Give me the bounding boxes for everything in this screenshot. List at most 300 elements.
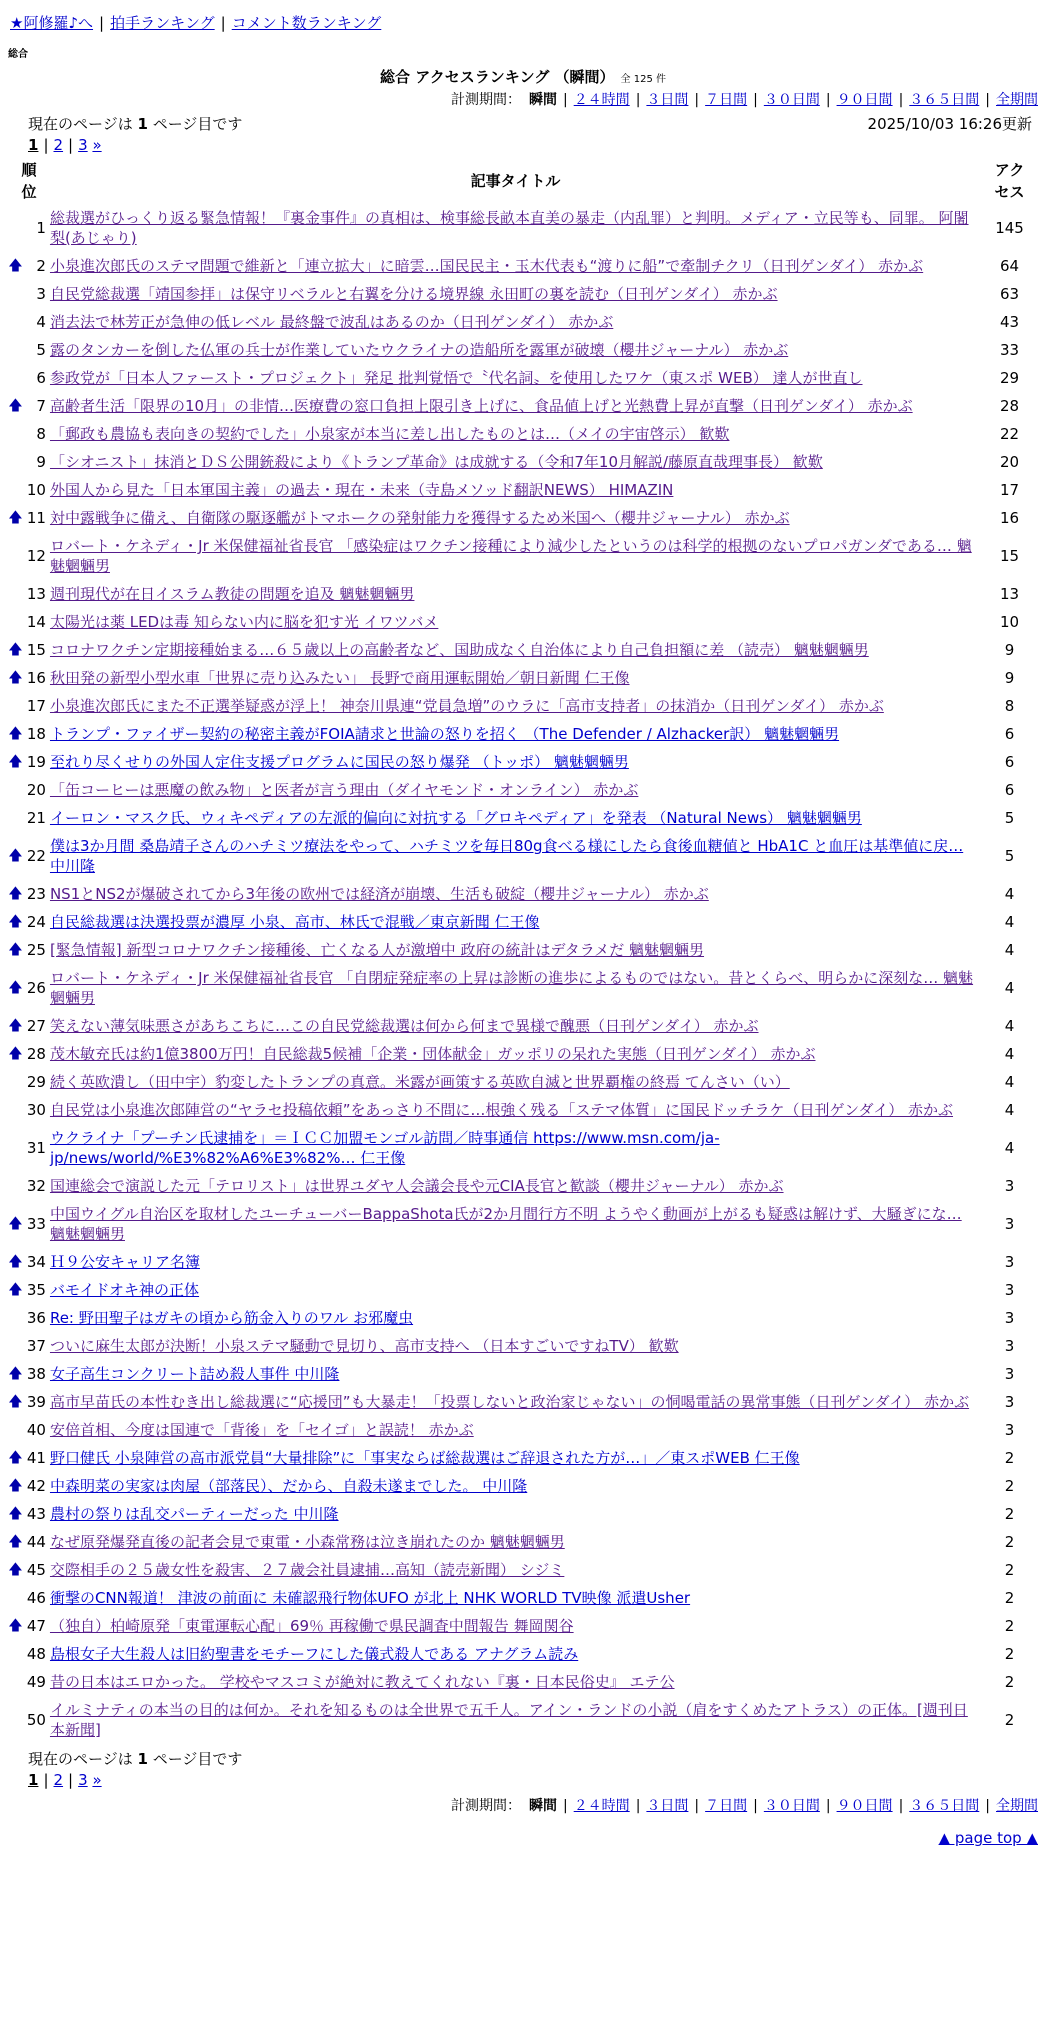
article-link[interactable]: 女子高生コンクリート詰め殺人事件 中川隆 (49, 1365, 340, 1383)
table-row (8, 964, 1038, 1012)
pager-next-link[interactable]: » (92, 1771, 102, 1789)
rank-change-cell (8, 364, 23, 392)
rank-cell: 41 (26, 1449, 46, 1467)
rank-change-cell (8, 748, 23, 776)
page-info-bottom (8, 1748, 1038, 1769)
title-cell (50, 420, 981, 448)
table-row (8, 1276, 1038, 1304)
period-link[interactable]: 全期間 (996, 1798, 1038, 1814)
table-row (8, 832, 1038, 880)
period-separator: | (825, 92, 831, 108)
rank-change-cell (8, 1668, 23, 1696)
article-link[interactable]: 「缶コーヒーは悪魔の飲み物」と医者が言う理由（ダイヤモンド・オンライン） 赤かぶ (49, 781, 639, 799)
period-label: 計測期間： (450, 1798, 521, 1814)
rank-change-cell (8, 532, 23, 580)
access-count-cell: 3 (1004, 1393, 1015, 1411)
article-link[interactable]: 露のタンカーを倒した仏軍の兵士が作業していたウクライナの造船所を露軍が破壊（櫻井ジャーナル） 赤かぶ (49, 341, 789, 359)
table-row (8, 1416, 1038, 1444)
up-arrow-icon: 🡅 (8, 1562, 23, 1578)
rank-change-cell (8, 936, 23, 964)
article-link[interactable]: 続く英欧潰し（田中宇）豹変したトランプの真意。米露が画策する英欧自滅と世界覇権の終焉 てんさい（い） (49, 1073, 790, 1091)
article-link[interactable]: 茂木敏充氏は約1億3800万円！自民総裁5候補「企業・団体献金」ガッポリの呆れた実態（日刊ゲンダイ） 赤かぶ (49, 1045, 816, 1063)
page-prefix: 現在のページは (28, 115, 133, 133)
period-link[interactable]: ７日間 (705, 1798, 748, 1814)
article-link[interactable]: トランプ・ファイザー契約の秘密主義がFOIA請求と世論の怒りを招く （The Defender / Alzhacker訳） 魑魅魍魎男 (49, 725, 840, 743)
title-cell (50, 364, 981, 392)
access-count-cell: 2 (1004, 1711, 1015, 1729)
access-count-cell: 2 (1004, 1617, 1015, 1635)
article-link[interactable]: ロバート・ケネディ・Jr 米保健福祉省長官 「自閉症発症率の上昇は診断の進歩によるものではない。昔とくらべ、明らかに深刻な… 魑魅魍魎男 (49, 969, 974, 1007)
nav-separator: | (220, 14, 226, 32)
title-cell (50, 720, 981, 748)
header-title: 記事タイトル (470, 172, 561, 190)
article-link[interactable]: 島根女子大生殺人は旧約聖書をモチーフにした儀式殺人である アナグラム読み (49, 1645, 579, 1663)
table-row (8, 392, 1038, 420)
category-label: 総合 (8, 49, 28, 60)
table-row (8, 1248, 1038, 1276)
article-link[interactable]: Ｈ９公安キャリア名簿 (49, 1253, 200, 1271)
access-count-cell: 3 (1004, 1337, 1015, 1355)
table-row (8, 1668, 1038, 1696)
rank-cell: 35 (26, 1281, 46, 1299)
rank-change-cell (8, 1696, 23, 1744)
access-count-cell: 9 (1004, 669, 1015, 687)
table-row (8, 1332, 1038, 1360)
article-link[interactable]: ついに麻生太郎が決断！小泉ステマ騒動で見切り、高市支持へ （日本すごいですねTV） 歓歎 (49, 1337, 679, 1355)
access-count-cell: 4 (1004, 913, 1015, 931)
article-link[interactable]: イルミナティの本当の目的は何か。それを知るものは全世界で五千人。アイン・ランドの小説（肩をすくめたアトラス）の正体。[週刊日本新聞] (49, 1701, 968, 1739)
access-count-cell: 3 (1004, 1253, 1015, 1271)
access-count-cell: 3 (1004, 1281, 1015, 1299)
pager-link[interactable]: 3 (78, 136, 88, 154)
updated-timestamp: 2025/10/03 16:26更新 (867, 115, 1032, 133)
rank-change-cell (8, 692, 23, 720)
up-arrow-icon: 🡅 (8, 398, 23, 414)
table-row (8, 1200, 1038, 1248)
period-link[interactable]: ３日間 (646, 1798, 689, 1814)
article-link[interactable]: 高市早苗氏の本性むき出し総裁選に“応援団”も大暴走！「投票しないと政治家じゃない」の恫喝電話の異常事態（日刊ゲンダイ） 赤かぶ (49, 1393, 970, 1411)
rank-change-cell (8, 252, 23, 280)
table-row (8, 532, 1038, 580)
table-row (8, 1172, 1038, 1200)
pager-separator: | (43, 1771, 49, 1789)
table-row (8, 364, 1038, 392)
article-link[interactable]: 中森明菜の実家は肉屋（部落民）、だから、自殺未遂までした。 中川隆 (49, 1477, 528, 1495)
rank-change-cell (8, 504, 23, 532)
period-separator: | (753, 1798, 758, 1814)
article-link[interactable]: 交際相手の２５歳女性を殺害、２７歳会社員逮捕…高知（読売新聞） シジミ (49, 1561, 565, 1579)
access-count-cell: 3 (1004, 1177, 1015, 1195)
article-link[interactable]: 僕は3か月間 桑島靖子さんのハチミツ療法をやって、ハチミツを毎日80g食べる様にしたら食後血糖値と HbA1C と血圧は基準値に戻… 中川隆 (49, 837, 964, 875)
rank-change-cell (8, 1444, 23, 1472)
period-selector-top (8, 89, 1038, 109)
article-link[interactable]: バモイドオキ神の正体 (49, 1281, 200, 1299)
article-link[interactable]: 小泉進次郎氏にまた不正選挙疑惑が浮上！ 神奈川県連“党員急増”のウラに「高市支持者」の抹消か（日刊ゲンダイ） 赤かぶ (49, 697, 884, 715)
rank-change-cell (8, 1388, 23, 1416)
period-link[interactable]: ３６５日間 (909, 92, 980, 108)
period-link[interactable]: ２４時間 (573, 92, 630, 108)
nav-link-clap-ranking[interactable]: 拍手ランキング (110, 14, 215, 32)
article-link[interactable]: 参政党が「日本人ファースト・プロジェクト」発足 批判覚悟で〝代名詞〟を使用したワケ（東スポ WEB） 達人が世直し (49, 369, 863, 387)
rank-cell: 32 (26, 1177, 46, 1195)
pager-link[interactable]: 2 (53, 136, 64, 154)
current-page-text (28, 1748, 242, 1769)
rank-change-cell (8, 448, 23, 476)
article-link[interactable]: 総裁選がひっくり返る緊急情報！『裏金事件』の真相は、検事総長畝本直美の暴走（内乱罪）と判明。メディア・立民等も、同罪。 阿闍梨(あじゃり) (49, 209, 969, 247)
table-row (8, 448, 1038, 476)
title-cell (50, 832, 981, 880)
article-link[interactable]: （独自）柏崎原発「東電運転心配」69％ 再稼働で県民調査中間報告 舞岡関谷 (49, 1617, 574, 1635)
rank-change-cell (8, 664, 23, 692)
page-number: 1 (137, 1750, 148, 1768)
access-count-cell: 4 (1004, 979, 1015, 997)
rank-cell: 48 (26, 1645, 46, 1663)
title-cell (50, 1584, 981, 1612)
up-arrow-icon: 🡅 (8, 1506, 23, 1522)
access-count-cell: 3 (1004, 1215, 1015, 1233)
access-count-cell: 4 (1004, 941, 1015, 959)
period-link[interactable]: 全期間 (996, 92, 1038, 108)
nav-link-comment-ranking[interactable]: コメント数ランキング (231, 14, 382, 32)
table-row (8, 204, 1038, 252)
rank-cell: 46 (26, 1589, 46, 1607)
rank-cell: 7 (36, 397, 46, 415)
title-cell (50, 448, 981, 476)
up-arrow-icon: 🡅 (8, 726, 23, 742)
access-count-cell: 29 (1000, 369, 1020, 387)
rank-cell: 20 (26, 781, 46, 799)
article-link[interactable]: 至れり尽くせりの外国人定住支援プログラムに国民の怒り爆発 （トッポ） 魑魅魍魎男 (49, 753, 629, 771)
access-count-cell: 2 (1004, 1505, 1015, 1523)
article-link[interactable]: 国連総会で演説した元「テロリスト」は世界ユダヤ人会議会長や元CIA長官と歓談（櫻井ジャーナル） 赤かぶ (49, 1177, 784, 1195)
title-cell (50, 692, 981, 720)
article-link[interactable]: 週刊現代が在日イスラム教徒の問題を追及 魑魅魍魎男 (49, 585, 415, 603)
period-link[interactable]: ９０日間 (836, 1798, 893, 1814)
period-separator: | (753, 92, 758, 108)
rank-cell: 50 (26, 1711, 46, 1729)
rank-cell: 19 (26, 753, 46, 771)
rank-change-cell (8, 880, 23, 908)
table-row (8, 608, 1038, 636)
rank-cell: 8 (36, 425, 46, 443)
up-arrow-icon: 🡅 (8, 1450, 23, 1466)
rank-cell: 31 (26, 1139, 46, 1157)
up-arrow-icon: 🡅 (8, 1018, 23, 1034)
article-link[interactable]: イーロン・マスク氏、ウィキペディアの左派的偏向に対抗する「グロキペディア」を発表 （Natural News） 魑魅魍魎男 (49, 809, 862, 827)
rank-change-cell (8, 1124, 23, 1172)
up-arrow-icon: 🡅 (8, 1534, 23, 1550)
article-link[interactable]: 消去法で林芳正が急伸の低レベル 最終盤で波乱はあるのか（日刊ゲンダイ） 赤かぶ (49, 313, 614, 331)
title-cell (50, 748, 981, 776)
nav-link-ashura[interactable]: ★阿修羅♪へ (10, 14, 94, 32)
up-arrow-icon: 🡅 (8, 942, 23, 958)
article-link[interactable]: コロナワクチン定期接種始まる…６５歳以上の高齢者など、国助成なく自治体により自己負担額に差 （読売） 魑魅魍魎男 (49, 641, 869, 659)
title-cell (50, 1696, 981, 1744)
rank-cell: 45 (26, 1561, 46, 1579)
title-cell (50, 504, 981, 532)
rank-cell: 15 (26, 641, 46, 659)
period-current: 瞬間 (528, 92, 557, 108)
access-count-cell: 2 (1004, 1645, 1015, 1663)
title-cell (50, 1304, 981, 1332)
rank-change-cell (8, 1248, 23, 1276)
period-separator: | (825, 1798, 831, 1814)
table-row (8, 1360, 1038, 1388)
article-link[interactable]: 衝撃のCNN報道！ 津波の前面に 未確認飛行物体UFO が北上 NHK WORLD TV映像 派遣Usher (49, 1589, 691, 1607)
up-arrow-icon: 🡅 (8, 1046, 23, 1062)
title-cell (50, 1248, 981, 1276)
rank-cell: 2 (36, 257, 46, 275)
rank-change-cell (8, 1172, 23, 1200)
title-cell (50, 1640, 981, 1668)
period-selector-bottom (8, 1795, 1038, 1815)
table-row (8, 1500, 1038, 1528)
title-cell (50, 804, 981, 832)
table-row (8, 1696, 1038, 1744)
rank-change-cell (8, 1304, 23, 1332)
up-arrow-icon: 🡅 (8, 642, 23, 658)
period-link[interactable]: ９０日間 (836, 92, 893, 108)
title-cell (50, 608, 981, 636)
rank-cell: 29 (26, 1073, 46, 1091)
table-row (8, 476, 1038, 504)
period-link[interactable]: ３０日間 (763, 1798, 820, 1814)
period-separator: | (898, 92, 904, 108)
title-cell (50, 336, 981, 364)
table-row (8, 720, 1038, 748)
article-link[interactable]: NS1とNS2が爆破されてから3年後の欧州では経済が崩壊、生活も破綻（櫻井ジャーナル） 赤かぶ (49, 885, 709, 903)
article-link[interactable]: 昔の日本はエロかった。 学校やマスコミが絶対に教えてくれない『裏・日本民俗史』 エテ公 (49, 1673, 675, 1691)
rank-change-cell (8, 1612, 23, 1640)
rank-change-cell (8, 420, 23, 448)
table-row (8, 692, 1038, 720)
rank-change-cell (8, 1012, 23, 1040)
title-cell (50, 1556, 981, 1584)
access-count-cell: 2 (1004, 1589, 1015, 1607)
access-count-cell: 20 (1000, 453, 1020, 471)
pager-separator: | (43, 136, 49, 154)
up-arrow-icon: 🡅 (8, 1254, 23, 1270)
period-separator: | (635, 1798, 641, 1814)
article-link[interactable]: 自民党総裁選「靖国参拝」は保守リベラルと右翼を分ける境界線 永田町の裏を読む（日刊ゲンダイ） 赤かぶ (49, 285, 778, 303)
rank-change-cell (8, 804, 23, 832)
article-link[interactable]: 野口健氏 小泉陣営の高市派党員“大量排除”に「事実ならば総裁選はご辞退された方が…」／東スポWEB 仁王像 (49, 1449, 800, 1467)
rank-change-cell (8, 1096, 23, 1124)
rank-change-cell (8, 964, 23, 1012)
pager-next-link[interactable]: » (92, 136, 102, 154)
rank-cell: 34 (26, 1253, 46, 1271)
up-arrow-icon: 🡅 (8, 670, 23, 686)
access-count-cell: 3 (1004, 1309, 1015, 1327)
table-row (8, 1040, 1038, 1068)
pager-separator: | (68, 136, 74, 154)
article-link[interactable]: 対中露戦争に備え、自衛隊の駆逐艦がトマホークの発射能力を獲得するため米国へ（櫻井ジャーナル） 赤かぶ (49, 509, 790, 527)
rank-cell: 43 (26, 1505, 46, 1523)
article-link[interactable]: 外国人から見た「日本軍国主義」の過去・現在・未来（寺島メソッド翻訳NEWS） HIMAZIN (49, 481, 674, 499)
article-link[interactable]: 農村の祭りは乱交パーティーだった 中川隆 (49, 1505, 339, 1523)
access-count-cell: 4 (1004, 1045, 1015, 1063)
article-link[interactable]: 秋田発の新型小型水車「世界に売り込みたい」 長野で商用運転開始／朝日新聞 仁王像 (49, 669, 630, 687)
table-row (8, 1124, 1038, 1172)
page-top-container (8, 1829, 1038, 1847)
access-count-cell: 43 (1000, 313, 1020, 331)
rank-cell: 30 (26, 1101, 46, 1119)
period-separator: | (562, 92, 568, 108)
current-page-text (28, 113, 242, 134)
table-row (8, 420, 1038, 448)
title-cell (50, 880, 981, 908)
access-count-cell: 4 (1004, 1017, 1015, 1035)
rank-change-cell (8, 720, 23, 748)
rank-change-cell (8, 1360, 23, 1388)
article-link[interactable]: 「郵政も農協も表向きの契約でした」小泉家が本当に差し出したものとは…（メイの宇宙啓示） 歓歎 (49, 425, 730, 443)
rank-change-cell (8, 1500, 23, 1528)
title-cell (50, 1040, 981, 1068)
rank-change-cell (8, 1332, 23, 1360)
header-access-label: アクセス (994, 161, 1025, 201)
article-link[interactable]: 「シオニスト」抹消とＤＳ公開銃殺により《トランプ革命》は成就する（令和7年10月解説/藤原直哉理事長） 歓歎 (49, 453, 823, 471)
rank-cell: 40 (26, 1421, 46, 1439)
period-separator: | (694, 1798, 700, 1814)
title-cell (50, 1360, 981, 1388)
page-number: 1 (137, 115, 148, 133)
article-link[interactable]: 中国ウイグル自治区を取材したユーチューバーBappaShota氏が2か月間行方不明 ようやく動画が上がるも疑惑は解けず、大騒ぎにな… 魑魅魍魎男 (49, 1205, 962, 1243)
pager-bottom (8, 1771, 1038, 1789)
article-link[interactable]: 笑えない薄気味悪さがあちこちに…この自民党総裁選は何から何まで異様で醜悪（日刊ゲンダイ） 赤かぶ (49, 1017, 759, 1035)
rank-cell: 21 (26, 809, 46, 827)
article-link[interactable]: 小泉進次郎氏のステマ問題で維新と「連立拡大」に暗雲…国民民主・玉木代表も“渡りに船”で牽制チクリ（日刊ゲンダイ） 赤かぶ (49, 257, 924, 275)
period-separator: | (985, 92, 990, 108)
table-row (8, 504, 1038, 532)
period-separator: | (898, 1798, 904, 1814)
title-cell (50, 1124, 981, 1172)
access-count-cell: 2 (1004, 1673, 1015, 1691)
rank-cell: 33 (26, 1215, 46, 1233)
rank-change-cell (8, 1472, 23, 1500)
title-cell (50, 964, 981, 1012)
table-row (8, 1472, 1038, 1500)
article-link[interactable]: なぜ原発爆発直後の記者会見で東電・小森常務は泣き崩れたのか 魑魅魍魎男 (49, 1533, 565, 1551)
article-link[interactable]: 高齢者生活「限界の10月」の非情…医療費の窓口負担上限引き上げに、食品値上げと光熱費上昇が直撃（日刊ゲンダイ） 赤かぶ (49, 397, 913, 415)
rank-cell: 38 (26, 1365, 46, 1383)
title-cell (50, 1068, 981, 1096)
article-link[interactable]: 安倍首相、今度は国連で「背後」を「セイゴ」と誤読！ 赤かぶ (49, 1421, 474, 1439)
up-arrow-icon: 🡅 (8, 848, 23, 864)
period-link[interactable]: ３日間 (646, 92, 689, 108)
access-count-cell: 4 (1004, 1073, 1015, 1091)
up-arrow-icon: 🡅 (8, 1282, 23, 1298)
rank-cell: 13 (26, 585, 46, 603)
up-arrow-icon: 🡅 (8, 754, 23, 770)
rank-cell: 12 (26, 547, 46, 565)
rank-cell: 3 (36, 285, 46, 303)
pager-link[interactable]: 3 (78, 1771, 88, 1789)
title-cell (50, 280, 981, 308)
period-link[interactable]: ３０日間 (763, 92, 820, 108)
up-arrow-icon: 🡅 (8, 1216, 23, 1232)
article-link[interactable]: ロバート・ケネディ・Jr 米保健福祉省長官 「感染症はワクチン接種により減少したというのは科学的根拠のないプロパガンダである… 魑魅魍魎男 (49, 537, 972, 575)
access-count-cell: 3 (1004, 1365, 1015, 1383)
title-cell (50, 1668, 981, 1696)
pager-current-page: 1 (28, 1771, 39, 1789)
title-cell (50, 1500, 981, 1528)
period-separator: | (694, 92, 700, 108)
title-cell (50, 1096, 981, 1124)
pager-link[interactable]: 2 (53, 1771, 64, 1789)
page-prefix: 現在のページは (28, 1750, 133, 1768)
table-row (8, 880, 1038, 908)
access-count-cell: 5 (1004, 847, 1015, 865)
title-cell (50, 1388, 981, 1416)
article-link[interactable]: 自民総裁選は決選投票が濃厚 小泉、高市、林氏で混戦／東京新聞 仁王像 (49, 913, 540, 931)
title-cell (50, 1612, 981, 1640)
period-link[interactable]: ２４時間 (573, 1798, 630, 1814)
access-count-cell: 6 (1004, 753, 1015, 771)
rank-cell: 5 (36, 341, 46, 359)
rank-cell: 37 (26, 1337, 46, 1355)
title-cell (50, 936, 981, 964)
page-suffix: ページ目です (152, 1750, 243, 1768)
title-cell (50, 532, 981, 580)
article-link[interactable]: [緊急情報] 新型コロナワクチン接種後、亡くなる人が激増中 政府の統計はデタラメだ 魑魅魍魎男 (49, 941, 705, 959)
table-row (8, 1068, 1038, 1096)
page-top-link[interactable]: ▲ page top ▲ (938, 1829, 1038, 1847)
ranking-rows (8, 204, 1038, 1744)
nav-separator: | (99, 14, 105, 32)
table-row (8, 1012, 1038, 1040)
table-row (8, 1584, 1038, 1612)
header-rank-label: 順位 (21, 161, 37, 201)
up-arrow-icon: 🡅 (8, 886, 23, 902)
up-arrow-icon: 🡅 (8, 1394, 23, 1410)
page-info-top (8, 113, 1038, 134)
rank-cell: 10 (26, 481, 46, 499)
title-cell (50, 1012, 981, 1040)
article-link[interactable]: 自民党は小泉進次郎陣営の“ヤラセ投稿依頼”をあっさり不問に…根強く残る「ステマ体質」に国民ドッチラケ（日刊ゲンダイ） 赤かぶ (49, 1101, 954, 1119)
rank-change-cell (8, 308, 23, 336)
article-link[interactable]: Re: 野田聖子はガキの頃から筋金入りのワル お邪魔虫 (49, 1309, 414, 1327)
table-row (8, 1556, 1038, 1584)
access-count-cell: 145 (995, 219, 1024, 237)
up-arrow-icon: 🡅 (8, 1366, 23, 1382)
period-separator: | (635, 92, 641, 108)
title-cell (50, 776, 981, 804)
pager-current-page: 1 (28, 136, 39, 154)
rank-cell: 49 (26, 1673, 46, 1691)
rank-cell: 11 (26, 509, 46, 527)
rank-change-cell (8, 204, 23, 252)
table-row (8, 664, 1038, 692)
rank-cell: 9 (36, 453, 46, 471)
table-row (8, 908, 1038, 936)
header-rank (8, 158, 50, 204)
rank-cell: 1 (36, 219, 46, 237)
article-link[interactable]: 太陽光は薬 LEDは毒 知らない内に脳を犯す光 イワツバメ (49, 613, 439, 631)
rank-change-cell (8, 636, 23, 664)
title-cell (50, 1172, 981, 1200)
access-count-cell: 13 (1000, 585, 1020, 603)
period-link[interactable]: ３６５日間 (909, 1798, 980, 1814)
access-count-cell: 4 (1004, 885, 1015, 903)
article-link[interactable]: ウクライナ「プーチン氏逮捕を」＝ＩＣＣ加盟モンゴル訪問／時事通信 https://www.msn.com/ja-jp/news/world/%E3%82%A6%E3%82%… 仁王像 (49, 1129, 720, 1167)
table-row (8, 252, 1038, 280)
period-link[interactable]: ７日間 (705, 92, 748, 108)
rank-change-cell (8, 580, 23, 608)
table-row (8, 1096, 1038, 1124)
rank-change-cell (8, 1556, 23, 1584)
rank-change-cell (8, 1416, 23, 1444)
rank-change-cell (8, 832, 23, 880)
